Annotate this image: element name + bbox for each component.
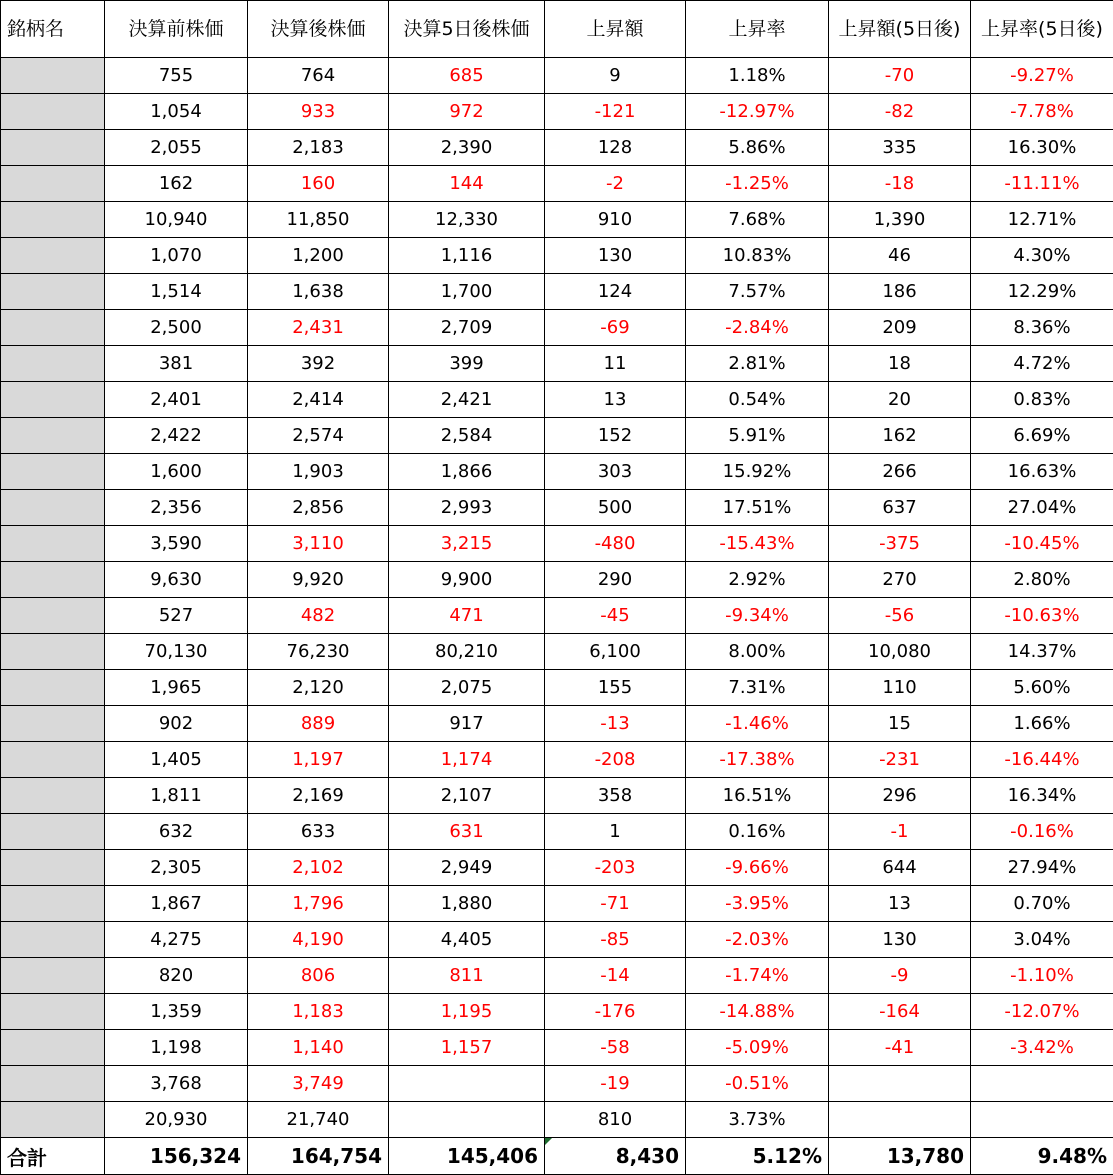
change-rate-cell: -9.66% [686,850,829,886]
stock-name-cell [1,598,105,634]
table-row [1,382,1113,418]
change-cell: 130 [545,238,686,274]
change-rate-5days-cell: -11.11% [971,166,1113,202]
change-5days-cell: 46 [829,238,971,274]
price-5days-cell: 1,116 [389,238,545,274]
change-rate-cell: 5.91% [686,418,829,454]
price-before-cell: 2,422 [105,418,248,454]
change-rate-5days-cell: -7.78% [971,94,1113,130]
stock-name-cell [1,670,105,706]
table-row [1,958,1113,994]
stock-name-cell [1,454,105,490]
price-5days-cell: 2,390 [389,130,545,166]
change-rate-5days-cell: 0.83% [971,382,1113,418]
change-5days-cell: 335 [829,130,971,166]
change-rate-5days-cell: 0.70% [971,886,1113,922]
stock-name-cell [1,346,105,382]
price-5days-cell: 2,075 [389,670,545,706]
change-rate-5days-cell: 27.04% [971,490,1113,526]
change-rate-cell: -9.34% [686,598,829,634]
change-cell: 290 [545,562,686,598]
change-5days-cell: 20 [829,382,971,418]
change-rate-5days-cell: 4.72% [971,346,1113,382]
total-row [1,1138,1113,1175]
change-cell: -85 [545,922,686,958]
change-rate-cell: 2.92% [686,562,829,598]
total-price-before: 156,324 [105,1138,248,1175]
price-before-cell: 1,811 [105,778,248,814]
change-rate-5days-cell: 2.80% [971,562,1113,598]
change-rate-5days-cell: -3.42% [971,1030,1113,1066]
change-5days-cell: 644 [829,850,971,886]
stock-name-cell [1,238,105,274]
change-rate-cell: -2.03% [686,922,829,958]
table-row [1,922,1113,958]
table-row [1,130,1113,166]
header-change-rate: 上昇率 [686,1,829,58]
table-row [1,526,1113,562]
change-rate-5days-cell: 6.69% [971,418,1113,454]
price-after-cell: 11,850 [248,202,389,238]
header-price-before: 決算前株価 [105,1,248,58]
total-change-rate-5days: 9.48% [971,1138,1113,1175]
change-rate-5days-cell: 12.71% [971,202,1113,238]
table-row [1,238,1113,274]
stock-name-cell [1,994,105,1030]
price-after-cell: 4,190 [248,922,389,958]
change-cell: 6,100 [545,634,686,670]
change-5days-cell: -231 [829,742,971,778]
table-row [1,1030,1113,1066]
change-5days-cell: 15 [829,706,971,742]
change-rate-5days-cell: 12.29% [971,274,1113,310]
stock-name-cell [1,814,105,850]
price-after-cell: 3,749 [248,1066,389,1102]
change-rate-cell: -1.46% [686,706,829,742]
change-cell: 9 [545,58,686,94]
price-after-cell: 482 [248,598,389,634]
change-cell: 128 [545,130,686,166]
stock-name-cell [1,418,105,454]
stock-name-cell [1,490,105,526]
change-5days-cell: 162 [829,418,971,454]
change-5days-cell: 637 [829,490,971,526]
price-before-cell: 2,305 [105,850,248,886]
change-cell: -14 [545,958,686,994]
change-cell: 13 [545,382,686,418]
price-before-cell: 1,514 [105,274,248,310]
change-5days-cell: 296 [829,778,971,814]
table-row [1,598,1113,634]
change-rate-5days-cell: -1.10% [971,958,1113,994]
stock-name-cell [1,922,105,958]
change-rate-cell: 5.86% [686,130,829,166]
price-before-cell: 4,275 [105,922,248,958]
change-rate-cell: 7.68% [686,202,829,238]
change-rate-cell: 10.83% [686,238,829,274]
table-row [1,166,1113,202]
table-row [1,562,1113,598]
header-change-5days: 上昇額(5日後) [829,1,971,58]
change-rate-cell: 1.18% [686,58,829,94]
table-row [1,418,1113,454]
price-after-cell: 1,200 [248,238,389,274]
price-5days-cell: 631 [389,814,545,850]
stock-name-cell [1,310,105,346]
change-rate-cell: 3.73% [686,1102,829,1138]
total-price-after: 164,754 [248,1138,389,1175]
change-cell: -208 [545,742,686,778]
total-label: 合計 [1,1138,105,1175]
price-before-cell: 1,600 [105,454,248,490]
change-rate-cell: -1.74% [686,958,829,994]
price-5days-cell: 1,195 [389,994,545,1030]
price-before-cell: 1,198 [105,1030,248,1066]
change-rate-cell: -15.43% [686,526,829,562]
price-before-cell: 2,500 [105,310,248,346]
change-cell: -69 [545,310,686,346]
change-5days-cell: -18 [829,166,971,202]
change-cell: 500 [545,490,686,526]
stock-name-cell [1,850,105,886]
price-before-cell: 162 [105,166,248,202]
price-before-cell: 2,055 [105,130,248,166]
change-cell: 810 [545,1102,686,1138]
change-cell: -2 [545,166,686,202]
change-5days-cell: -56 [829,598,971,634]
price-after-cell: 3,110 [248,526,389,562]
stock-name-cell [1,202,105,238]
price-5days-cell: 811 [389,958,545,994]
price-after-cell: 764 [248,58,389,94]
change-cell: -58 [545,1030,686,1066]
price-after-cell: 2,120 [248,670,389,706]
price-after-cell: 1,796 [248,886,389,922]
price-after-cell: 933 [248,94,389,130]
stock-name-cell [1,58,105,94]
change-5days-cell: 270 [829,562,971,598]
price-before-cell: 2,356 [105,490,248,526]
price-after-cell: 2,183 [248,130,389,166]
change-rate-5days-cell: 14.37% [971,634,1113,670]
change-cell: -203 [545,850,686,886]
stock-name-cell [1,1030,105,1066]
header-stock-name: 銘柄名 [1,1,105,58]
change-rate-5days-cell: -12.07% [971,994,1113,1030]
price-5days-cell: 1,866 [389,454,545,490]
price-before-cell: 820 [105,958,248,994]
change-rate-5days-cell: 8.36% [971,310,1113,346]
change-5days-cell: 10,080 [829,634,971,670]
change-cell: -45 [545,598,686,634]
price-before-cell: 1,965 [105,670,248,706]
change-rate-5days-cell: -10.45% [971,526,1113,562]
price-5days-cell: 2,709 [389,310,545,346]
table-row [1,886,1113,922]
header-change-rate-5days: 上昇率(5日後) [971,1,1113,58]
header-row [1,1,1113,58]
change-cell: 11 [545,346,686,382]
change-5days-cell: 18 [829,346,971,382]
price-before-cell: 1,867 [105,886,248,922]
price-5days-cell: 399 [389,346,545,382]
price-after-cell: 21,740 [248,1102,389,1138]
price-after-cell: 2,431 [248,310,389,346]
price-5days-cell: 1,174 [389,742,545,778]
price-after-cell: 2,169 [248,778,389,814]
stock-name-cell [1,706,105,742]
change-cell: -71 [545,886,686,922]
change-5days-cell [829,1102,971,1138]
table-row [1,1102,1113,1138]
price-after-cell: 1,140 [248,1030,389,1066]
stock-name-cell [1,130,105,166]
table-row [1,310,1113,346]
table-row [1,58,1113,94]
change-rate-5days-cell: 5.60% [971,670,1113,706]
stock-name-cell [1,634,105,670]
change-rate-5days-cell: -9.27% [971,58,1113,94]
price-5days-cell: 1,700 [389,274,545,310]
change-rate-cell: 16.51% [686,778,829,814]
change-rate-cell: -3.95% [686,886,829,922]
price-before-cell: 755 [105,58,248,94]
price-5days-cell: 1,880 [389,886,545,922]
table-row [1,490,1113,526]
table-row [1,94,1113,130]
price-after-cell: 633 [248,814,389,850]
change-rate-cell: -14.88% [686,994,829,1030]
price-5days-cell: 9,900 [389,562,545,598]
price-5days-cell: 12,330 [389,202,545,238]
price-after-cell: 1,197 [248,742,389,778]
price-5days-cell [389,1066,545,1102]
price-after-cell: 1,903 [248,454,389,490]
change-5days-cell: 186 [829,274,971,310]
stock-name-cell [1,94,105,130]
change-rate-5days-cell: -16.44% [971,742,1113,778]
table-row [1,346,1113,382]
total-change-rate: 5.12% [686,1138,829,1175]
price-before-cell: 1,070 [105,238,248,274]
change-rate-cell: -0.51% [686,1066,829,1102]
change-5days-cell: -82 [829,94,971,130]
change-cell: 910 [545,202,686,238]
change-rate-cell: 0.16% [686,814,829,850]
change-cell: 155 [545,670,686,706]
change-cell: 303 [545,454,686,490]
price-5days-cell: 917 [389,706,545,742]
header-price-after: 決算後株価 [248,1,389,58]
change-5days-cell: 130 [829,922,971,958]
stock-name-cell [1,382,105,418]
price-after-cell: 1,638 [248,274,389,310]
change-cell: -176 [545,994,686,1030]
price-after-cell: 392 [248,346,389,382]
price-before-cell: 632 [105,814,248,850]
change-rate-cell: 17.51% [686,490,829,526]
header-price-5days: 決算5日後株価 [389,1,545,58]
change-cell: 358 [545,778,686,814]
change-rate-cell: 7.31% [686,670,829,706]
price-after-cell: 76,230 [248,634,389,670]
total-change-5days: 13,780 [829,1138,971,1175]
price-after-cell: 2,856 [248,490,389,526]
change-rate-5days-cell [971,1066,1113,1102]
stock-name-cell [1,958,105,994]
table-row [1,706,1113,742]
change-5days-cell: -1 [829,814,971,850]
change-5days-cell [829,1066,971,1102]
price-5days-cell: 4,405 [389,922,545,958]
change-rate-cell: -5.09% [686,1030,829,1066]
change-5days-cell: -70 [829,58,971,94]
stock-name-cell [1,562,105,598]
table-row [1,1066,1113,1102]
change-rate-cell: 0.54% [686,382,829,418]
table-row [1,814,1113,850]
table-row [1,742,1113,778]
price-before-cell: 2,401 [105,382,248,418]
change-rate-cell: 15.92% [686,454,829,490]
table-row [1,634,1113,670]
change-rate-5days-cell: 27.94% [971,850,1113,886]
stock-name-cell [1,742,105,778]
change-cell: 152 [545,418,686,454]
change-cell: -13 [545,706,686,742]
change-rate-5days-cell: 1.66% [971,706,1113,742]
price-5days-cell: 2,421 [389,382,545,418]
change-rate-5days-cell: 3.04% [971,922,1113,958]
change-cell: -480 [545,526,686,562]
price-before-cell: 902 [105,706,248,742]
change-rate-cell: -12.97% [686,94,829,130]
change-cell: -19 [545,1066,686,1102]
price-after-cell: 160 [248,166,389,202]
price-after-cell: 889 [248,706,389,742]
price-after-cell: 2,574 [248,418,389,454]
change-rate-cell: 7.57% [686,274,829,310]
change-5days-cell: 13 [829,886,971,922]
price-before-cell: 3,590 [105,526,248,562]
total-price-5days: 145,406 [389,1138,545,1175]
table-row [1,778,1113,814]
price-5days-cell: 80,210 [389,634,545,670]
price-5days-cell: 2,949 [389,850,545,886]
change-rate-cell: 8.00% [686,634,829,670]
table-row [1,454,1113,490]
change-rate-5days-cell [971,1102,1113,1138]
change-5days-cell: -9 [829,958,971,994]
change-rate-cell: -2.84% [686,310,829,346]
table-body [1,58,1113,1138]
price-before-cell: 381 [105,346,248,382]
change-cell: 1 [545,814,686,850]
stock-name-cell [1,778,105,814]
price-after-cell: 9,920 [248,562,389,598]
stock-name-cell [1,526,105,562]
stock-name-cell [1,166,105,202]
table-row [1,850,1113,886]
stock-name-cell [1,1066,105,1102]
change-rate-cell: 2.81% [686,346,829,382]
price-5days-cell [389,1102,545,1138]
price-before-cell: 10,940 [105,202,248,238]
price-5days-cell: 144 [389,166,545,202]
price-before-cell: 20,930 [105,1102,248,1138]
price-after-cell: 2,414 [248,382,389,418]
table-row [1,994,1113,1030]
price-before-cell: 1,405 [105,742,248,778]
change-5days-cell: 1,390 [829,202,971,238]
change-5days-cell: 110 [829,670,971,706]
table-row [1,274,1113,310]
price-after-cell: 2,102 [248,850,389,886]
table-row [1,670,1113,706]
price-5days-cell: 972 [389,94,545,130]
price-after-cell: 806 [248,958,389,994]
price-5days-cell: 2,107 [389,778,545,814]
price-before-cell: 9,630 [105,562,248,598]
price-before-cell: 527 [105,598,248,634]
change-cell: -121 [545,94,686,130]
total-change: 8,430 [545,1138,686,1175]
price-after-cell: 1,183 [248,994,389,1030]
stock-name-cell [1,274,105,310]
change-rate-5days-cell: -10.63% [971,598,1113,634]
change-rate-cell: -17.38% [686,742,829,778]
price-5days-cell: 685 [389,58,545,94]
change-rate-5days-cell: 16.63% [971,454,1113,490]
change-rate-5days-cell: 16.34% [971,778,1113,814]
change-rate-cell: -1.25% [686,166,829,202]
change-5days-cell: -164 [829,994,971,1030]
stock-name-cell [1,886,105,922]
change-cell: 124 [545,274,686,310]
price-5days-cell: 471 [389,598,545,634]
price-5days-cell: 3,215 [389,526,545,562]
price-before-cell: 1,054 [105,94,248,130]
change-rate-5days-cell: 4.30% [971,238,1113,274]
change-rate-5days-cell: -0.16% [971,814,1113,850]
header-change: 上昇額 [545,1,686,58]
price-5days-cell: 1,157 [389,1030,545,1066]
stock-name-cell [1,1102,105,1138]
change-rate-5days-cell: 16.30% [971,130,1113,166]
price-5days-cell: 2,993 [389,490,545,526]
price-before-cell: 70,130 [105,634,248,670]
price-5days-cell: 2,584 [389,418,545,454]
change-5days-cell: -375 [829,526,971,562]
price-before-cell: 1,359 [105,994,248,1030]
table-row [1,202,1113,238]
change-5days-cell: -41 [829,1030,971,1066]
change-5days-cell: 266 [829,454,971,490]
change-5days-cell: 209 [829,310,971,346]
price-before-cell: 3,768 [105,1066,248,1102]
